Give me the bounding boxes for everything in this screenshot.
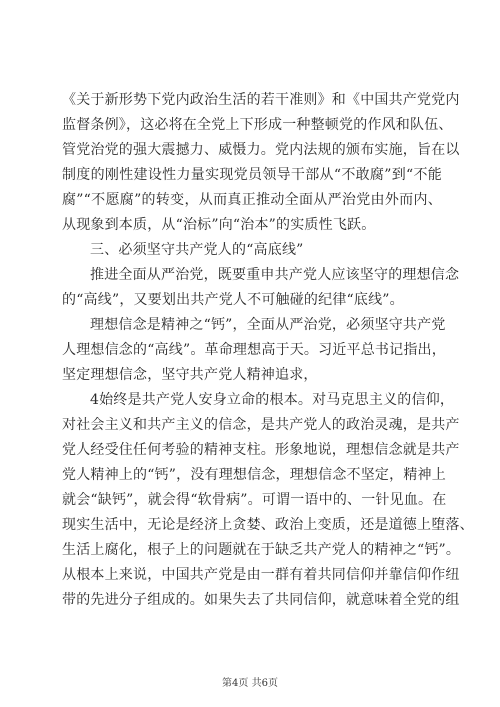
section-heading xyxy=(62,238,442,263)
text-line: 生活上腐化，根子上的问题就在于缺乏共产党人的精神之“钙”。 xyxy=(62,542,461,558)
text-line: 理想信念是精神之“钙”，全面从严治党，必须坚守共产党 xyxy=(90,317,446,333)
text-line: 从现象到本质，从“治标”向“治本”的实质性飞跃。 xyxy=(62,217,376,233)
text-line: 《关于新形势下党内政治生活的若干准则》和《中国共产党党内 xyxy=(62,92,460,108)
text-line: 的“高线”，又要划出共产党人不可触碰的纪律“底线”。 xyxy=(62,292,404,308)
text-line: 推进全面从严治党，既要重申共产党人应该坚守的理想信念 xyxy=(90,267,460,283)
text-line: 现实生活中，无论是经济上贪婪、政治上变质，还是道德上堕落、 xyxy=(62,517,474,533)
text-line: 党人经受住任何考验的精神支柱。形象地说，理想信念就是共产 xyxy=(62,442,460,458)
text-line: 制度的刚性建设性力量实现党员领导干部从“不敢腐”到“不能 xyxy=(62,167,442,183)
text-line: 从根本上来说，中国共产党是由一群有着共同信仰并靠信仰作纽 xyxy=(62,567,460,583)
paragraph-3 xyxy=(62,263,460,313)
paragraph-5 xyxy=(62,388,474,613)
page-footer: 第4页 共6页 xyxy=(222,678,278,689)
paragraph-4 xyxy=(62,313,446,388)
text-line: 腐”“不愿腐”的转变，从而真正推动全面从严治党由外而内、 xyxy=(62,192,442,208)
paragraph-1 xyxy=(62,88,460,238)
text-line: 带的先进分子组成的。如果失去了共同信仰，就意味着全党的组 xyxy=(62,592,460,608)
text-line: 4始终是共产党人安身立命的根本。对马克思主义的信仰， xyxy=(90,392,455,408)
text-line: 党人精神上的“钙”，没有理想信念，理想信念不坚定，精神上 xyxy=(62,467,446,483)
text-line: 人理想信念的“高线”。革命理想高于天。习近平总书记指出， xyxy=(62,342,446,358)
text-line: 对社会主义和共产主义的信念，是共产党人的政治灵魂，是共产 xyxy=(62,417,460,433)
text-line: 坚定理想信念，坚守共产党人精神追求， xyxy=(62,367,318,383)
text-line: 监督条例》，这必将在全党上下形成一种整顿党的作风和队伍、 xyxy=(62,117,453,133)
text-line: 管党治党的强大震撼力、威慑力。党内法规的颁布实施，旨在以 xyxy=(62,142,460,158)
text-line: 就会“缺钙”，就会得“软骨病”。可谓一语中的、一针见血。在 xyxy=(62,492,447,508)
heading-text: 三、必须坚守共产党人的“高底线” xyxy=(90,242,304,258)
document-body xyxy=(62,88,474,613)
